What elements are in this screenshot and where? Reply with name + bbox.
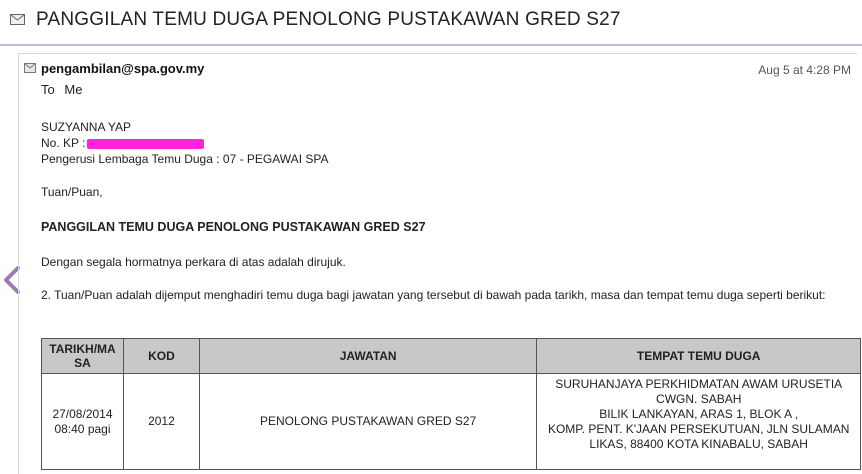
message-pane [18, 53, 857, 474]
redaction-mark [87, 139, 204, 149]
message-header [0, 0, 862, 46]
greeting: Tuan/Puan, [41, 185, 103, 199]
recipient-name: SUZYANNA YAP [41, 120, 132, 134]
col-header-kod: KOD [123, 339, 199, 374]
to-value[interactable]: Me [64, 82, 83, 97]
envelope-icon [10, 14, 25, 25]
tempat-line: KOMP. PENT. K'JAAN PERSEKUTUAN, JLN SULAMAN [547, 422, 850, 436]
tempat-line: CWGN. SABAH [656, 392, 742, 406]
col-header-tempat: TEMPAT TEMU DUGA [537, 339, 861, 374]
kp-label: No. KP : [41, 136, 86, 150]
cell-tarikh [42, 374, 124, 470]
col-header-jawatan: JAWATAN [199, 339, 537, 374]
to-label: To [41, 82, 55, 97]
envelope-icon [24, 63, 36, 73]
tempat-line: LIKAS, 88400 KOTA KINABALU, SABAH [589, 437, 808, 451]
body-subject: PANGGILAN TEMU DUGA PENOLONG PUSTAKAWAN GRED S27 [41, 220, 426, 234]
paragraph-1: Dengan segala hormatnya perkara di atas adalah dirujuk. [41, 255, 346, 269]
sender-address[interactable]: pengambilan@spa.gov.my [41, 61, 205, 76]
table-row [42, 374, 861, 470]
table-header-row [42, 339, 861, 374]
cell-tempat [537, 374, 861, 470]
tempat-line: BILIK LANKAYAN, ARAS 1, BLOK A , [599, 407, 799, 421]
message-date: Aug 5 at 4:28 PM [758, 63, 851, 77]
message-title: PANGGILAN TEMU DUGA PENOLONG PUSTAKAWAN GRED S27 [36, 9, 621, 30]
cell-kod: 2012 [123, 374, 199, 470]
recipient-line [41, 82, 88, 97]
kp-line [41, 136, 204, 150]
interview-table [41, 338, 861, 470]
chair-line: Pengerusi Lembaga Temu Duga : 07 - PEGAWAI SPA [41, 152, 329, 166]
interview-time: 08:40 pagi [54, 421, 111, 436]
tempat-line: SURUHANJAYA PERKHIDMATAN AWAM URUSETIA [555, 377, 843, 391]
cell-jawatan: PENOLONG PUSTAKAWAN GRED S27 [199, 374, 537, 470]
paragraph-2: 2. Tuan/Puan adalah dijemput menghadiri temu duga bagi jawatan yang tersebut di bawah pada tarikh, masa dan tempat temu duga seperti berikut: [41, 288, 826, 302]
interview-date: 27/08/2014 [52, 406, 113, 421]
sender-row [19, 60, 857, 80]
col-header-tarikh: TARIKH/MA SA [42, 339, 124, 374]
